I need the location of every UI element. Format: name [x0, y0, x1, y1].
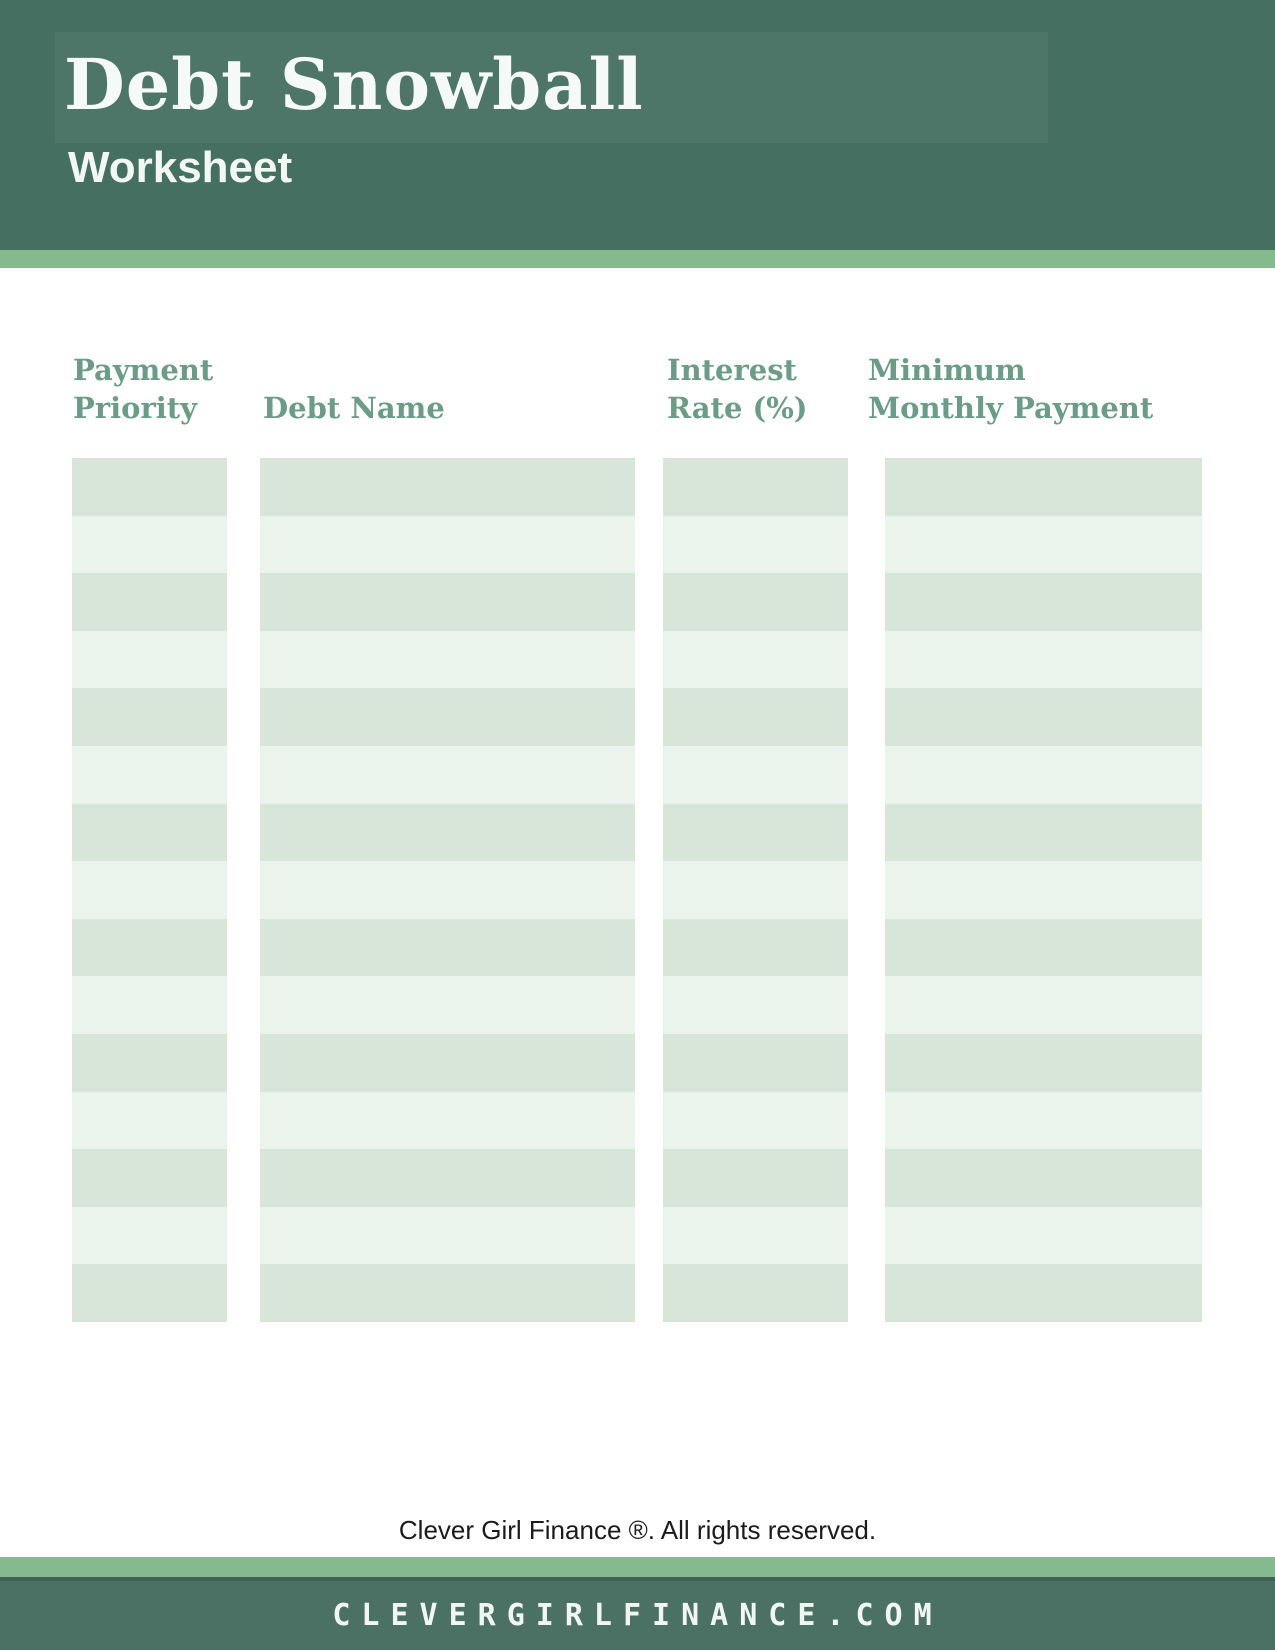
table-row [885, 458, 1202, 516]
table-row [663, 458, 848, 516]
table-row [72, 804, 227, 862]
column-header-line: Payment [73, 353, 214, 387]
table-row [663, 919, 848, 977]
table-row [885, 976, 1202, 1034]
table-column-payment-priority [72, 458, 227, 1322]
table-row [885, 804, 1202, 862]
table-row [663, 976, 848, 1034]
table-row [885, 1207, 1202, 1265]
table-row [72, 458, 227, 516]
table-row [663, 631, 848, 689]
table-row [260, 1207, 635, 1265]
table-row [72, 1149, 227, 1207]
table-row [663, 1264, 848, 1322]
table-row [885, 1034, 1202, 1092]
website-bar [0, 1577, 1275, 1650]
table-row [663, 861, 848, 919]
table-row [72, 746, 227, 804]
table-row [260, 1149, 635, 1207]
website-url: CLEVERGIRLFINANCE.COM [332, 1598, 943, 1633]
column-header-line: Debt Name [263, 391, 445, 425]
table-row [885, 919, 1202, 977]
table-row [260, 1092, 635, 1150]
table-row [72, 1092, 227, 1150]
table-row [663, 746, 848, 804]
table-column-minimum-monthly-payment [885, 458, 1202, 1322]
table-row [663, 804, 848, 862]
table-row [663, 1092, 848, 1150]
table-row [260, 919, 635, 977]
table-row [72, 688, 227, 746]
column-header-debt-name [263, 389, 445, 427]
copyright-text: Clever Girl Finance ®. All rights reserved. [398, 1515, 877, 1545]
column-header-interest-rate [667, 351, 808, 427]
column-header-line: Monthly Payment [868, 391, 1154, 425]
table-row [663, 688, 848, 746]
table-row [72, 1207, 227, 1265]
table-row [72, 573, 227, 631]
table-row [663, 516, 848, 574]
table-row [885, 1092, 1202, 1150]
table-row [663, 1149, 848, 1207]
table-row [885, 631, 1202, 689]
table-row [72, 1034, 227, 1092]
table-row [72, 1264, 227, 1322]
header [0, 0, 1275, 250]
column-header-line: Minimum [868, 353, 1026, 387]
table-row [260, 861, 635, 919]
table-row [72, 976, 227, 1034]
table-row [72, 631, 227, 689]
table-column-debt-name [260, 458, 635, 1322]
table-row [885, 861, 1202, 919]
column-header-minimum-monthly-payment [868, 351, 1153, 427]
table-row [885, 746, 1202, 804]
table-row [260, 746, 635, 804]
column-header-payment-priority [73, 351, 213, 427]
table-row [260, 516, 635, 574]
table-row [885, 1149, 1202, 1207]
page-subtitle: Worksheet [68, 143, 293, 192]
page-title: Debt Snowball [64, 43, 644, 126]
table-row [72, 919, 227, 977]
table-row [885, 516, 1202, 574]
table-row [260, 458, 635, 516]
column-header-line: Rate (%) [667, 391, 808, 425]
footer-accent-strip [0, 1557, 1275, 1577]
table-row [885, 688, 1202, 746]
table-row [663, 573, 848, 631]
table-row [260, 804, 635, 862]
header-accent-strip [0, 250, 1275, 268]
table-row [885, 1264, 1202, 1322]
table-row [72, 861, 227, 919]
table-row [260, 688, 635, 746]
column-header-line: Interest [667, 353, 797, 387]
table-row [260, 1034, 635, 1092]
table-row [885, 573, 1202, 631]
table-row [260, 631, 635, 689]
table-row [72, 516, 227, 574]
column-header-line: Priority [73, 391, 197, 425]
table-column-interest-rate [663, 458, 848, 1322]
table-row [260, 976, 635, 1034]
table-row [663, 1207, 848, 1265]
table-row [260, 1264, 635, 1322]
table-row [260, 573, 635, 631]
table-row [663, 1034, 848, 1092]
